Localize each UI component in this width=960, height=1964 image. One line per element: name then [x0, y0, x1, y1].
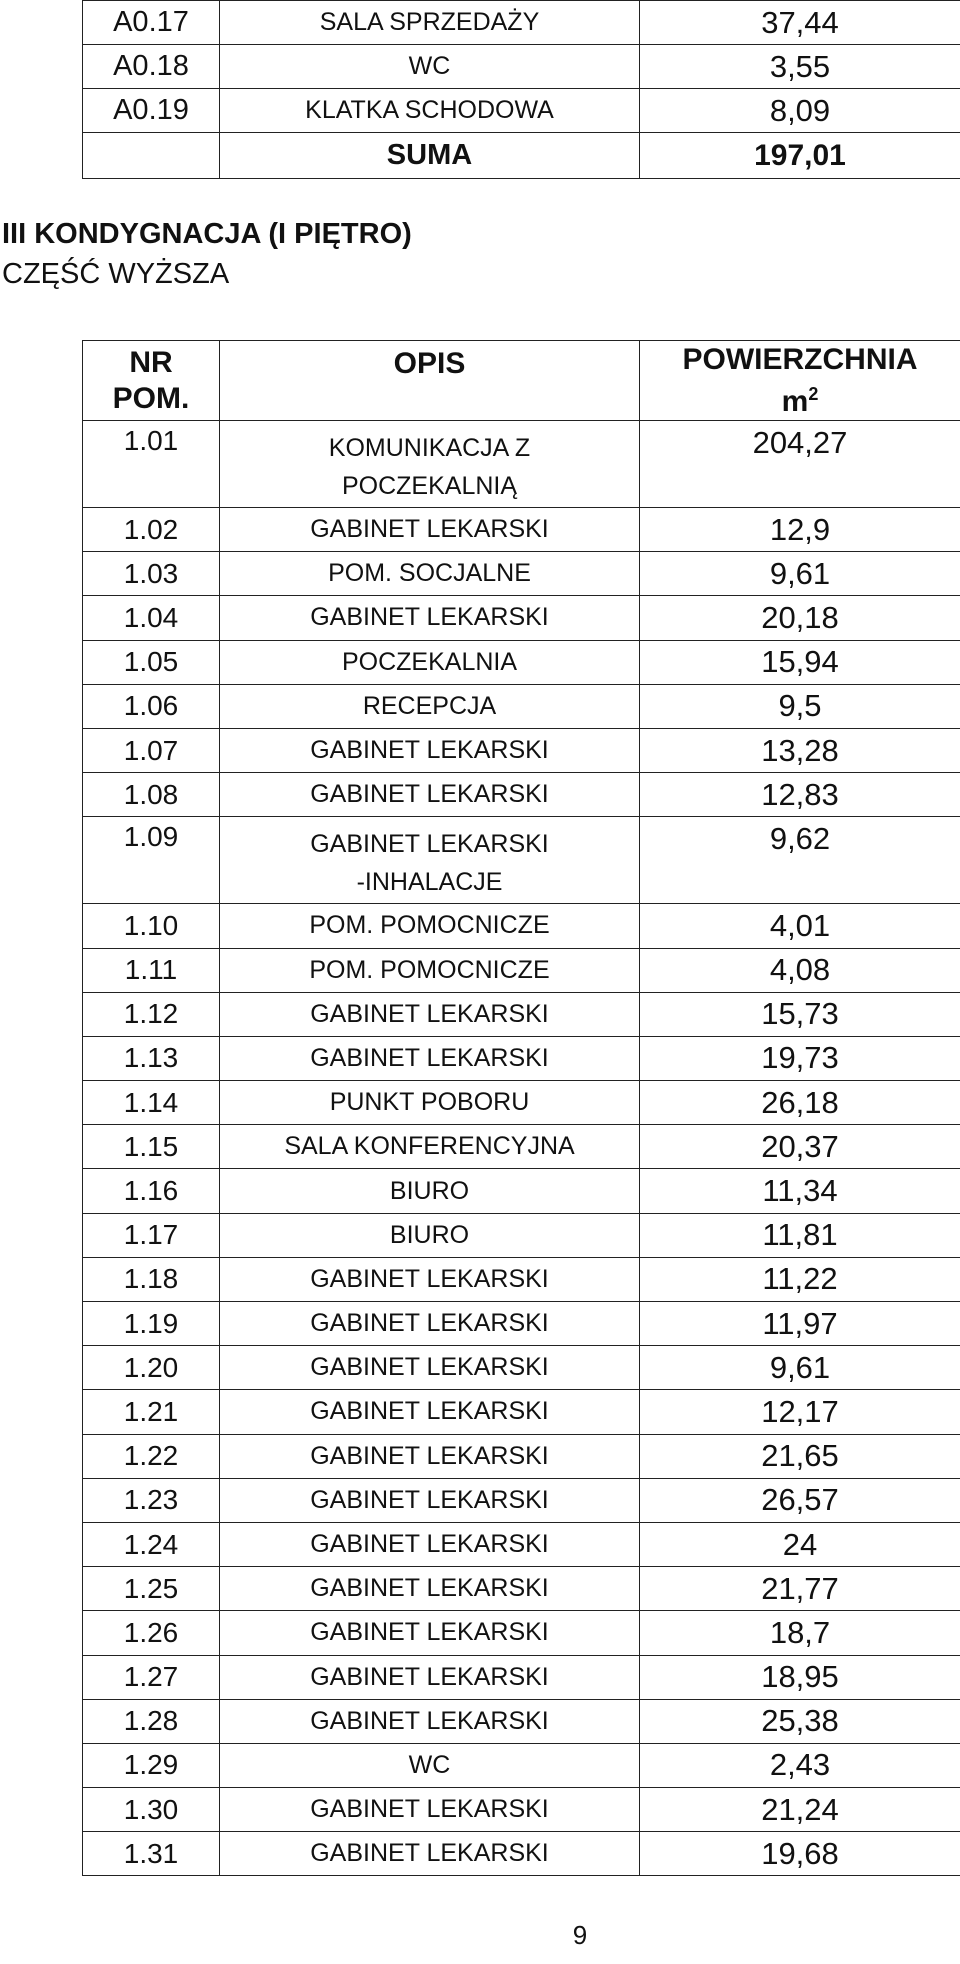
room-area: 11,34: [640, 1169, 960, 1213]
table-row: [83, 817, 960, 904]
room-description: GABINET LEKARSKI: [220, 1567, 640, 1611]
header-area-unit: m: [781, 384, 809, 418]
table-row: [83, 1169, 960, 1213]
table-row: [83, 1346, 960, 1390]
room-number: 1.19: [83, 1302, 220, 1346]
header-area-line1: POWIERZCHNIA: [682, 342, 918, 376]
room-number: 1.23: [83, 1478, 220, 1522]
room-description: WC: [220, 45, 640, 89]
table-row: [83, 1390, 960, 1434]
table-row: [83, 1522, 960, 1566]
room-number: 1.24: [83, 1522, 220, 1566]
room-description: GABINET LEKARSKI: [220, 728, 640, 772]
room-description: [220, 817, 640, 904]
room-description: GABINET LEKARSKI: [220, 1434, 640, 1478]
room-area: 12,9: [640, 508, 960, 552]
table-row: [83, 508, 960, 552]
room-description: GABINET LEKARSKI: [220, 1036, 640, 1080]
header-description: OPIS: [220, 341, 640, 421]
room-area: 12,17: [640, 1390, 960, 1434]
table-row: [83, 992, 960, 1036]
header-nr-line2: POM.: [112, 381, 190, 415]
table-row: [83, 1743, 960, 1787]
room-description: GABINET LEKARSKI: [220, 992, 640, 1036]
room-area: 20,37: [640, 1125, 960, 1169]
table-row: [83, 596, 960, 640]
room-area: 26,57: [640, 1478, 960, 1522]
room-area: 18,7: [640, 1611, 960, 1655]
room-description: GABINET LEKARSKI: [220, 1611, 640, 1655]
room-description: GABINET LEKARSKI: [220, 1788, 640, 1832]
room-area: 11,22: [640, 1257, 960, 1301]
room-number: 1.08: [83, 773, 220, 817]
table-row: [83, 1257, 960, 1301]
sum-empty-cell: [83, 133, 220, 179]
room-description: GABINET LEKARSKI: [220, 508, 640, 552]
room-description-line1: GABINET LEKARSKI: [310, 830, 549, 859]
room-area: 19,68: [640, 1832, 960, 1876]
table-row: [83, 1125, 960, 1169]
room-number: 1.14: [83, 1081, 220, 1125]
room-area: 21,65: [640, 1434, 960, 1478]
table-row: [83, 552, 960, 596]
room-area-table: [82, 340, 960, 1876]
room-description: GABINET LEKARSKI: [220, 1832, 640, 1876]
table-header-row: [83, 341, 960, 421]
sum-label: SUMA: [220, 133, 640, 179]
room-area: 18,95: [640, 1655, 960, 1699]
room-number: 1.11: [83, 948, 220, 992]
room-number: 1.15: [83, 1125, 220, 1169]
room-description: POM. SOCJALNE: [220, 552, 640, 596]
room-number: 1.10: [83, 904, 220, 948]
room-description: KLATKA SCHODOWA: [220, 89, 640, 133]
room-area: 3,55: [640, 45, 960, 89]
table-row: [83, 1699, 960, 1743]
room-area: 13,28: [640, 728, 960, 772]
room-area: 19,73: [640, 1036, 960, 1080]
room-number: 1.16: [83, 1169, 220, 1213]
room-area: 8,09: [640, 89, 960, 133]
room-description: GABINET LEKARSKI: [220, 1346, 640, 1390]
room-number: 1.02: [83, 508, 220, 552]
room-description: PUNKT POBORU: [220, 1081, 640, 1125]
table-row: [83, 1036, 960, 1080]
room-number: A0.18: [83, 45, 220, 89]
table-row: [83, 640, 960, 684]
table-row: [83, 1, 960, 45]
room-number: A0.19: [83, 89, 220, 133]
room-area: 11,97: [640, 1302, 960, 1346]
table-row: [83, 1611, 960, 1655]
room-number: 1.09: [83, 817, 220, 904]
room-number: 1.12: [83, 992, 220, 1036]
table-row: [83, 89, 960, 133]
room-description-line2: POCZEKALNIĄ: [341, 472, 518, 500]
room-number: 1.27: [83, 1655, 220, 1699]
room-number: 1.31: [83, 1832, 220, 1876]
header-nr-line1: NR: [129, 345, 173, 379]
room-description: GABINET LEKARSKI: [220, 1390, 640, 1434]
room-description: GABINET LEKARSKI: [220, 1302, 640, 1346]
table-row: [83, 948, 960, 992]
room-description: GABINET LEKARSKI: [220, 1257, 640, 1301]
room-description: SALA SPRZEDAŻY: [220, 1, 640, 45]
room-area: 21,77: [640, 1567, 960, 1611]
room-area: 37,44: [640, 1, 960, 45]
table-row: [83, 1567, 960, 1611]
room-description: WC: [220, 1743, 640, 1787]
room-number: 1.26: [83, 1611, 220, 1655]
room-description: GABINET LEKARSKI: [220, 1655, 640, 1699]
room-description: GABINET LEKARSKI: [220, 1699, 640, 1743]
room-number: 1.20: [83, 1346, 220, 1390]
room-number: 1.18: [83, 1257, 220, 1301]
room-description: POM. POMOCNICZE: [220, 904, 640, 948]
room-number: 1.17: [83, 1213, 220, 1257]
room-description-line2: -INHALACJE: [356, 868, 503, 897]
room-number: 1.30: [83, 1788, 220, 1832]
room-area: 15,73: [640, 992, 960, 1036]
room-description: GABINET LEKARSKI: [220, 1478, 640, 1522]
room-number: 1.28: [83, 1699, 220, 1743]
room-number: 1.13: [83, 1036, 220, 1080]
room-area: 9,61: [640, 1346, 960, 1390]
table-row: [83, 1302, 960, 1346]
room-area: 4,08: [640, 948, 960, 992]
room-area: 9,61: [640, 552, 960, 596]
room-number: 1.05: [83, 640, 220, 684]
table-row: [83, 1434, 960, 1478]
room-area: 2,43: [640, 1743, 960, 1787]
table-row: [83, 1655, 960, 1699]
section-title: III KONDYGNACJA (I PIĘTRO): [2, 218, 412, 250]
sum-row: [83, 133, 960, 179]
previous-floor-table: [82, 0, 960, 179]
room-number: 1.06: [83, 684, 220, 728]
table-row: [83, 1788, 960, 1832]
room-area: 4,01: [640, 904, 960, 948]
room-number: 1.29: [83, 1743, 220, 1787]
room-number: 1.01: [83, 421, 220, 508]
table-row: [83, 421, 960, 508]
table-row: [83, 1213, 960, 1257]
room-area: 20,18: [640, 596, 960, 640]
section-subtitle: CZĘŚĆ WYŻSZA: [2, 258, 230, 290]
table-row: [83, 1832, 960, 1876]
room-description: BIURO: [220, 1213, 640, 1257]
table-row: [83, 1081, 960, 1125]
room-number: 1.07: [83, 728, 220, 772]
room-number: 1.22: [83, 1434, 220, 1478]
room-description: SALA KONFERENCYJNA: [220, 1125, 640, 1169]
room-number: 1.21: [83, 1390, 220, 1434]
room-area: 204,27: [640, 421, 960, 508]
room-area: 24: [640, 1522, 960, 1566]
room-area: 25,38: [640, 1699, 960, 1743]
table-row: [83, 45, 960, 89]
room-description: BIURO: [220, 1169, 640, 1213]
room-description: GABINET LEKARSKI: [220, 596, 640, 640]
room-area: 15,94: [640, 640, 960, 684]
room-area: 11,81: [640, 1213, 960, 1257]
room-number: A0.17: [83, 1, 220, 45]
room-area: 9,62: [640, 817, 960, 904]
room-description: POCZEKALNIA: [220, 640, 640, 684]
sum-value: 197,01: [640, 133, 960, 179]
room-number: 1.25: [83, 1567, 220, 1611]
table-row: [83, 728, 960, 772]
room-description-line1: KOMUNIKACJA Z: [328, 434, 531, 462]
page-number: 9: [572, 1920, 588, 1950]
room-description: GABINET LEKARSKI: [220, 1522, 640, 1566]
room-area: 9,5: [640, 684, 960, 728]
table-row: [83, 773, 960, 817]
room-number: 1.04: [83, 596, 220, 640]
room-description: [220, 421, 640, 508]
room-area: 21,24: [640, 1788, 960, 1832]
room-number: 1.03: [83, 552, 220, 596]
header-area: [640, 341, 960, 421]
header-room-number: [83, 341, 220, 421]
room-area: 12,83: [640, 773, 960, 817]
room-description: POM. POMOCNICZE: [220, 948, 640, 992]
room-description: RECEPCJA: [220, 684, 640, 728]
header-area-unit-exponent: 2: [808, 383, 819, 404]
table-row: [83, 1478, 960, 1522]
room-area: 26,18: [640, 1081, 960, 1125]
room-description: GABINET LEKARSKI: [220, 773, 640, 817]
table-row: [83, 904, 960, 948]
table-row: [83, 684, 960, 728]
